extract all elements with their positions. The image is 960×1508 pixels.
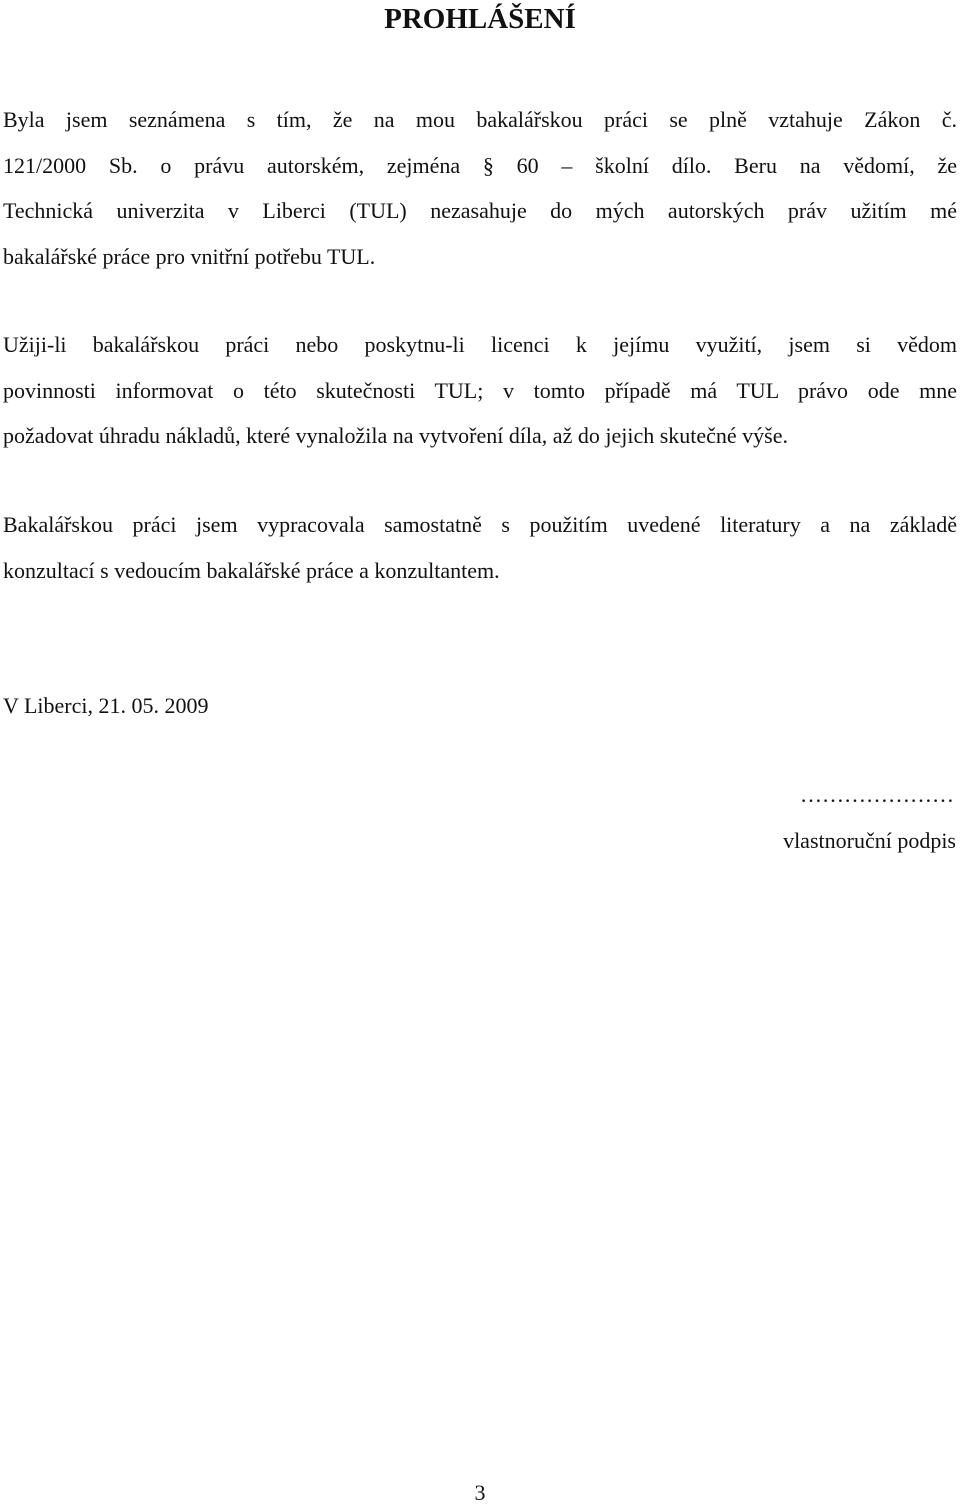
signature-label: vlastnoruční podpis	[783, 828, 956, 853]
paragraph-line: Bakalářskou práci jsem vypracovala samostatně s použitím uvedené literatury a na základě	[3, 512, 957, 537]
page-title: PROHLÁŠENÍ	[384, 3, 576, 35]
paragraph-copyright-law	[3, 97, 957, 279]
paragraph-line: požadovat úhradu nákladů, které vynaložila na vytvoření díla, až do jejich skutečné výše.	[3, 423, 788, 448]
paragraph-line: bakalářské práce pro vnitřní potřebu TUL.	[3, 243, 376, 269]
paragraph-license-obligation	[3, 322, 957, 459]
paragraph-line: konzultací s vedoucím bakalářské práce a konzultantem.	[3, 557, 500, 583]
paragraph-line: povinnosti informovat o této skutečnosti TUL; v tomto případě má TUL právo ode mne	[3, 377, 957, 403]
place-and-date: V Liberci, 21. 05. 2009	[3, 693, 209, 718]
paragraph-line: Technická univerzita v Liberci (TUL) nezasahuje do mých autorských práv užitím mé	[3, 198, 957, 223]
paragraph-line: Užiji-li bakalářskou práci nebo poskytnu-li licenci k jejímu využití, jsem si vědom	[3, 332, 957, 357]
signature-line: …………………	[800, 782, 954, 807]
paragraph-line: Byla jsem seznámena s tím, že na mou bakalářskou práci se plně vztahuje Zákon č.	[3, 107, 957, 132]
paragraph-line: 121/2000 Sb. o právu autorském, zejména § 60 – školní dílo. Beru na vědomí, že	[3, 152, 957, 178]
page-number: 3	[474, 1480, 486, 1505]
paragraph-authorship-statement	[3, 502, 957, 593]
